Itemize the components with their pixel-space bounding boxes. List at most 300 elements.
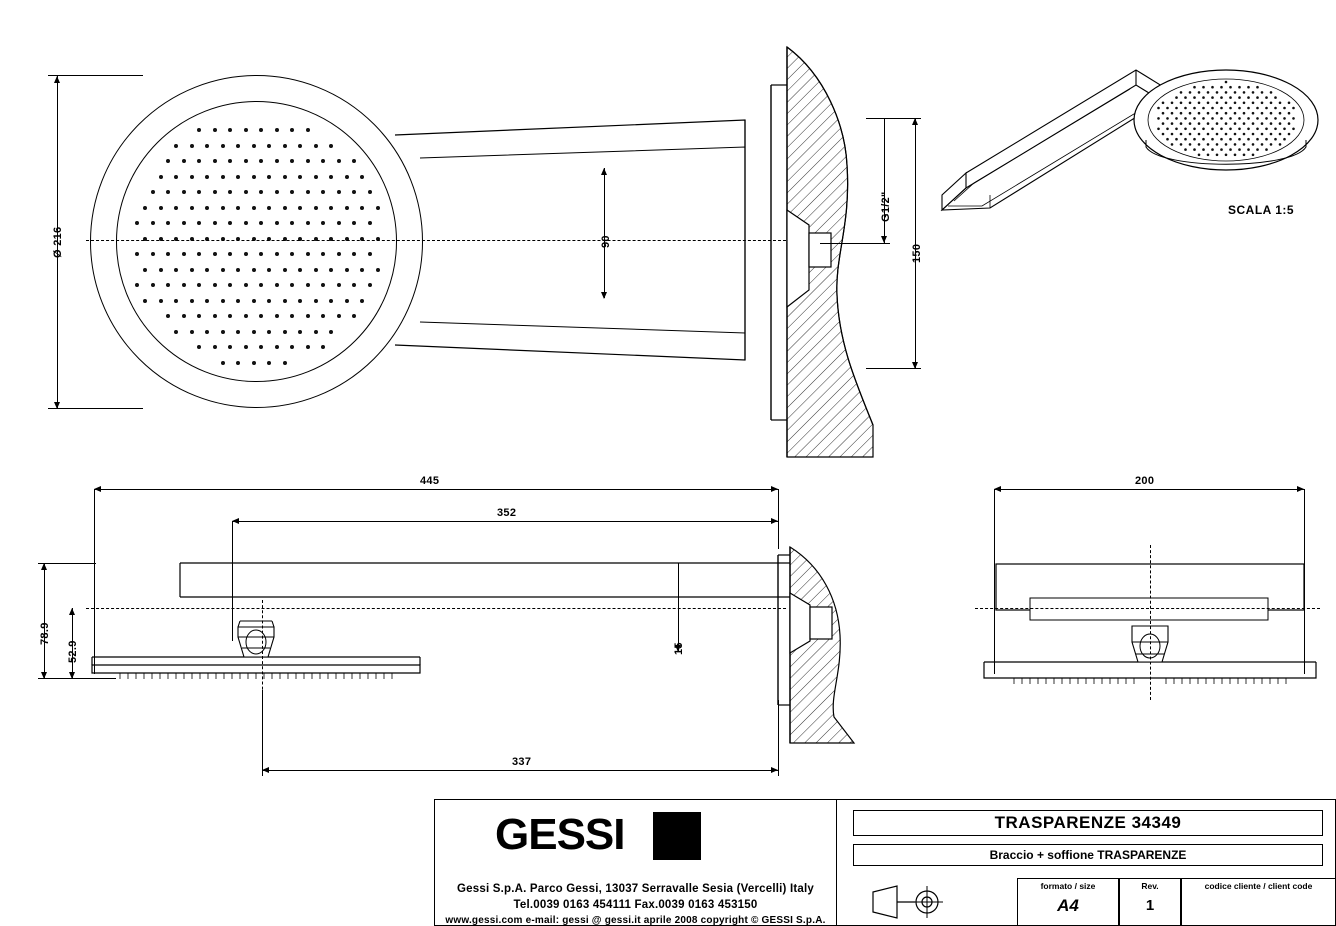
nozzle-dot bbox=[352, 314, 356, 318]
nozzle-dot bbox=[1261, 133, 1264, 136]
nozzle-dot bbox=[190, 175, 194, 179]
nozzle-dot bbox=[267, 330, 271, 334]
nozzle-dot bbox=[205, 175, 209, 179]
nozzle-dot bbox=[197, 252, 201, 256]
nozzle-dot bbox=[197, 345, 201, 349]
nozzle-dot bbox=[1229, 117, 1232, 120]
nozzle-dot bbox=[1184, 128, 1187, 131]
nozzle-dot bbox=[1202, 96, 1205, 99]
nozzle-dot bbox=[143, 299, 147, 303]
nozzle-dot bbox=[1225, 91, 1228, 94]
nozzle-dot bbox=[1292, 107, 1295, 110]
nozzle-dot bbox=[159, 206, 163, 210]
nozzle-dot bbox=[197, 128, 201, 132]
nozzle-dot bbox=[182, 283, 186, 287]
nozzle-dot bbox=[151, 252, 155, 256]
nozzle-dot bbox=[275, 221, 279, 225]
nozzle-dot bbox=[298, 206, 302, 210]
nozzle-dot bbox=[275, 190, 279, 194]
nozzle-dot bbox=[1157, 128, 1160, 131]
nozzle-dot bbox=[283, 206, 287, 210]
nozzle-dot bbox=[1216, 143, 1219, 146]
nozzle-dot bbox=[135, 283, 139, 287]
nozzle-dot bbox=[1252, 102, 1255, 105]
nozzle-dot bbox=[1252, 143, 1255, 146]
nozzle-dot bbox=[1216, 122, 1219, 125]
nozzle-dot bbox=[290, 283, 294, 287]
nozzle-dot bbox=[252, 361, 256, 365]
nozzle-dot bbox=[368, 190, 372, 194]
nozzle-dot bbox=[228, 221, 232, 225]
nozzle-dot bbox=[1180, 133, 1183, 136]
nozzle-dot bbox=[135, 221, 139, 225]
nozzle-dot bbox=[337, 159, 341, 163]
nozzle-dot bbox=[1198, 91, 1201, 94]
nozzle-dot bbox=[259, 283, 263, 287]
nozzle-dot bbox=[1234, 102, 1237, 105]
nozzle-dot bbox=[259, 128, 263, 132]
nozzle-dot bbox=[1265, 128, 1268, 131]
nozzle-dot bbox=[352, 221, 356, 225]
nozzle-dot bbox=[1202, 128, 1205, 131]
nozzle-dot bbox=[221, 175, 225, 179]
nozzle-dot bbox=[1211, 86, 1214, 89]
nozzle-dot bbox=[321, 314, 325, 318]
nozzle-dot bbox=[1184, 117, 1187, 120]
field-rev bbox=[1119, 878, 1181, 926]
nozzle-dot bbox=[197, 159, 201, 163]
nozzle-dot bbox=[1207, 102, 1210, 105]
dim-arrow-down bbox=[601, 292, 607, 299]
dim-789-line bbox=[44, 563, 45, 678]
nozzle-dot bbox=[1238, 86, 1241, 89]
nozzle-dot bbox=[1279, 143, 1282, 146]
nozzle-dot bbox=[244, 221, 248, 225]
nozzle-dot bbox=[1180, 91, 1183, 94]
nozzle-dot bbox=[1279, 122, 1282, 125]
dim-352-line bbox=[232, 521, 778, 522]
nozzle-dot bbox=[1274, 96, 1277, 99]
nozzle-dot bbox=[1162, 122, 1165, 125]
nozzle-dot bbox=[1243, 133, 1246, 136]
first-angle-projection-icon bbox=[853, 878, 1013, 926]
nozzle-dot bbox=[1216, 91, 1219, 94]
nozzle-dot bbox=[1202, 117, 1205, 120]
nozzle-dot bbox=[376, 206, 380, 210]
nozzle-dot bbox=[1252, 133, 1255, 136]
nozzle-dot bbox=[1261, 112, 1264, 115]
nozzle-dot bbox=[1162, 102, 1165, 105]
nozzle-dot bbox=[213, 190, 217, 194]
logo-square-mark bbox=[653, 812, 701, 860]
dim-arrow-left bbox=[94, 486, 101, 492]
dim-arrow-right bbox=[771, 767, 778, 773]
nozzle-dot bbox=[166, 190, 170, 194]
nozzle-dot bbox=[1234, 133, 1237, 136]
drawing-subtitle: Braccio + soffione TRASPARENZE bbox=[853, 844, 1323, 866]
nozzle-dot bbox=[252, 206, 256, 210]
dim-head-offset: 52.9 bbox=[67, 640, 79, 663]
nozzle-dot bbox=[1162, 112, 1165, 115]
nozzle-dot bbox=[197, 221, 201, 225]
nozzle-dot bbox=[306, 159, 310, 163]
nozzle-dot bbox=[1265, 138, 1268, 141]
dim-arrow-up bbox=[912, 118, 918, 125]
nozzle-dot bbox=[1252, 91, 1255, 94]
dim-arrow-down bbox=[69, 672, 75, 679]
nozzle-dot bbox=[321, 190, 325, 194]
nozzle-dot bbox=[1274, 117, 1277, 120]
nozzle-dot bbox=[1247, 138, 1250, 141]
nozzle-dot bbox=[337, 221, 341, 225]
nozzle-dot bbox=[1225, 133, 1228, 136]
nozzle-dot bbox=[1238, 128, 1241, 131]
nozzle-dot bbox=[1229, 128, 1232, 131]
nozzle-dot bbox=[368, 283, 372, 287]
nozzle-dot bbox=[1207, 143, 1210, 146]
nozzle-dot bbox=[1234, 91, 1237, 94]
nozzle-dot bbox=[352, 159, 356, 163]
nozzle-dot bbox=[306, 190, 310, 194]
nozzle-dot bbox=[345, 268, 349, 272]
nozzle-dot bbox=[1175, 107, 1178, 110]
nozzle-dot bbox=[197, 283, 201, 287]
dim-head-length: 337 bbox=[512, 756, 532, 768]
nozzle-dot bbox=[290, 221, 294, 225]
nozzle-dot bbox=[1238, 117, 1241, 120]
nozzle-dot bbox=[298, 175, 302, 179]
shower-arm-side-view bbox=[90, 545, 790, 690]
dim-arrow-left bbox=[262, 767, 269, 773]
nozzle-dot bbox=[1180, 122, 1183, 125]
nozzle-dot bbox=[1270, 143, 1273, 146]
nozzle-dot bbox=[275, 283, 279, 287]
nozzle-dot bbox=[1229, 148, 1232, 151]
nozzle-dot bbox=[314, 268, 318, 272]
end-view-centerline-h bbox=[975, 608, 1320, 609]
nozzle-dot bbox=[345, 206, 349, 210]
nozzle-dot bbox=[205, 330, 209, 334]
nozzle-dot bbox=[1166, 138, 1169, 141]
nozzle-dot bbox=[1243, 112, 1246, 115]
nozzle-dot bbox=[1243, 143, 1246, 146]
nozzle-dot bbox=[1189, 102, 1192, 105]
nozzle-dot bbox=[306, 128, 310, 132]
nozzle-dot bbox=[1274, 107, 1277, 110]
nozzle-dot bbox=[228, 159, 232, 163]
nozzle-dot bbox=[1175, 96, 1178, 99]
nozzle-dot bbox=[1166, 128, 1169, 131]
nozzle-dot bbox=[1184, 96, 1187, 99]
dim-arm-length: 352 bbox=[497, 507, 517, 519]
nozzle-dot bbox=[275, 314, 279, 318]
dim-diameter-head: Ø 216 bbox=[52, 226, 64, 258]
nozzle-dot bbox=[190, 206, 194, 210]
nozzle-dot bbox=[1193, 117, 1196, 120]
nozzle-dot bbox=[1198, 133, 1201, 136]
company-address-line3: www.gessi.com e-mail: gessi @ gessi.it aprile 2008 copyright © GESSI S.p.A. bbox=[445, 915, 826, 926]
title-block bbox=[434, 799, 1336, 926]
nozzle-dot bbox=[290, 345, 294, 349]
dim-337-line bbox=[262, 770, 778, 771]
nozzle-dot bbox=[166, 159, 170, 163]
nozzle-dot bbox=[213, 221, 217, 225]
nozzle-dot bbox=[221, 144, 225, 148]
nozzle-dot bbox=[298, 268, 302, 272]
nozzle-dot bbox=[1193, 138, 1196, 141]
nozzle-dot bbox=[267, 206, 271, 210]
nozzle-dot bbox=[1238, 148, 1241, 151]
nozzle-dot bbox=[213, 252, 217, 256]
dim-thread-ext bbox=[820, 243, 890, 244]
nozzle-dot bbox=[1265, 117, 1268, 120]
nozzle-dot bbox=[213, 159, 217, 163]
nozzle-dot bbox=[205, 144, 209, 148]
nozzle-dot bbox=[221, 299, 225, 303]
nozzle-dot bbox=[329, 268, 333, 272]
nozzle-dot bbox=[1207, 133, 1210, 136]
nozzle-dot bbox=[314, 206, 318, 210]
nozzle-dot bbox=[1243, 102, 1246, 105]
nozzle-dot bbox=[321, 159, 325, 163]
nozzle-dot bbox=[1171, 112, 1174, 115]
nozzle-dot bbox=[205, 206, 209, 210]
nozzle-dot bbox=[1229, 96, 1232, 99]
nozzle-dot bbox=[1198, 154, 1201, 157]
nozzle-dot bbox=[1270, 112, 1273, 115]
nozzle-dot bbox=[174, 144, 178, 148]
nozzle-dot bbox=[252, 175, 256, 179]
nozzle-dot bbox=[244, 314, 248, 318]
nozzle-dot bbox=[1256, 96, 1259, 99]
nozzle-dot bbox=[314, 299, 318, 303]
nozzle-dot bbox=[1162, 133, 1165, 136]
nozzle-dot bbox=[1207, 91, 1210, 94]
nozzle-dot bbox=[159, 268, 163, 272]
nozzle-dot bbox=[166, 283, 170, 287]
nozzle-dot bbox=[244, 190, 248, 194]
nozzle-dot bbox=[1184, 138, 1187, 141]
nozzle-dot bbox=[1189, 91, 1192, 94]
nozzle-dot bbox=[166, 314, 170, 318]
nozzle-dot bbox=[1193, 148, 1196, 151]
nozzle-dot bbox=[352, 190, 356, 194]
nozzle-dot bbox=[360, 299, 364, 303]
nozzle-dot bbox=[267, 144, 271, 148]
nozzle-dot bbox=[205, 299, 209, 303]
nozzle-dot bbox=[1198, 143, 1201, 146]
nozzle-dot bbox=[1265, 148, 1268, 151]
nozzle-dot bbox=[1288, 112, 1291, 115]
nozzle-dot bbox=[1171, 143, 1174, 146]
nozzle-dot bbox=[1252, 122, 1255, 125]
nozzle-dot bbox=[329, 206, 333, 210]
nozzle-dot bbox=[1225, 143, 1228, 146]
field-format bbox=[1017, 878, 1119, 926]
nozzle-dot bbox=[182, 314, 186, 318]
nozzle-dot bbox=[1202, 148, 1205, 151]
nozzle-dot bbox=[321, 221, 325, 225]
nozzle-dot bbox=[1261, 122, 1264, 125]
dim-337-ext-right bbox=[778, 700, 779, 776]
dim-789-ext-bottom bbox=[38, 678, 116, 679]
nozzle-dot bbox=[1238, 138, 1241, 141]
nozzle-dot bbox=[190, 330, 194, 334]
company-address-line2: Tel.0039 0163 454111 Fax.0039 0163 453150 bbox=[513, 899, 758, 911]
nozzle-dot bbox=[1288, 102, 1291, 105]
nozzle-dot bbox=[1220, 96, 1223, 99]
nozzle-dot bbox=[228, 283, 232, 287]
nozzle-dot bbox=[1198, 102, 1201, 105]
dim-445-line bbox=[94, 489, 778, 490]
nozzle-dot bbox=[244, 283, 248, 287]
dim-ext-line-bottom bbox=[48, 408, 143, 409]
nozzle-dot bbox=[1166, 107, 1169, 110]
nozzle-dot bbox=[244, 128, 248, 132]
nozzle-dot bbox=[1216, 112, 1219, 115]
nozzle-dot bbox=[236, 175, 240, 179]
nozzle-dot bbox=[290, 128, 294, 132]
nozzle-dot bbox=[1279, 102, 1282, 105]
nozzle-dot bbox=[1216, 154, 1219, 157]
nozzle-dot bbox=[1157, 107, 1160, 110]
nozzle-dot bbox=[151, 221, 155, 225]
nozzle-dot bbox=[275, 128, 279, 132]
nozzle-dot bbox=[1184, 148, 1187, 151]
nozzle-dot bbox=[190, 299, 194, 303]
nozzle-dot bbox=[1256, 148, 1259, 151]
nozzle-dot bbox=[1247, 86, 1250, 89]
nozzle-dot bbox=[213, 314, 217, 318]
nozzle-dot bbox=[213, 345, 217, 349]
nozzle-dot bbox=[306, 283, 310, 287]
nozzle-dot bbox=[275, 252, 279, 256]
nozzle-dot bbox=[252, 268, 256, 272]
field-format-label: formato / size bbox=[1040, 881, 1096, 891]
nozzle-dot bbox=[236, 330, 240, 334]
nozzle-dot bbox=[143, 268, 147, 272]
nozzle-dot bbox=[1189, 133, 1192, 136]
nozzle-dot bbox=[1265, 96, 1268, 99]
dim-arrow-right bbox=[771, 518, 778, 524]
nozzle-dot bbox=[174, 299, 178, 303]
nozzle-dot bbox=[228, 252, 232, 256]
nozzle-dot bbox=[197, 314, 201, 318]
nozzle-dot bbox=[345, 175, 349, 179]
nozzle-dot bbox=[321, 252, 325, 256]
nozzle-dot bbox=[1193, 128, 1196, 131]
side-view-centerline bbox=[86, 608, 786, 609]
dim-arrow-up bbox=[69, 608, 75, 615]
nozzle-dot bbox=[252, 144, 256, 148]
nozzle-dot bbox=[1175, 117, 1178, 120]
nozzle-dot bbox=[1247, 107, 1250, 110]
nozzle-dot bbox=[166, 252, 170, 256]
nozzle-dot bbox=[259, 221, 263, 225]
nozzle-dot bbox=[352, 252, 356, 256]
nozzle-dot bbox=[1216, 102, 1219, 105]
nozzle-dot bbox=[221, 206, 225, 210]
nozzle-dot bbox=[236, 361, 240, 365]
nozzle-dot bbox=[1225, 102, 1228, 105]
nozzle-dot bbox=[1180, 112, 1183, 115]
nozzle-dot bbox=[1220, 117, 1223, 120]
dim-thread-line bbox=[884, 118, 885, 243]
nozzle-dot bbox=[1220, 148, 1223, 151]
nozzle-dot bbox=[1274, 138, 1277, 141]
nozzle-dot bbox=[1207, 154, 1210, 157]
nozzle-dot bbox=[321, 345, 325, 349]
nozzle-dot bbox=[290, 314, 294, 318]
nozzle-dot bbox=[259, 314, 263, 318]
nozzle-dot bbox=[329, 175, 333, 179]
dim-arrow-up bbox=[41, 563, 47, 570]
dim-15-line bbox=[678, 563, 679, 651]
nozzle-dot bbox=[151, 283, 155, 287]
nozzle-dot bbox=[1171, 122, 1174, 125]
nozzle-dot bbox=[244, 159, 248, 163]
nozzle-dot bbox=[337, 283, 341, 287]
nozzle-dot bbox=[236, 206, 240, 210]
nozzle-dot bbox=[321, 283, 325, 287]
dim-wall-to-center-top: 90 bbox=[600, 235, 612, 248]
nozzle-dot bbox=[329, 330, 333, 334]
nozzle-dot bbox=[1234, 112, 1237, 115]
nozzle-dot bbox=[1184, 107, 1187, 110]
nozzle-dot bbox=[197, 190, 201, 194]
nozzle-dot bbox=[259, 252, 263, 256]
end-view-centerline-v bbox=[1150, 545, 1151, 700]
nozzle-dot bbox=[267, 361, 271, 365]
field-client-code-label: codice cliente / client code bbox=[1204, 881, 1313, 891]
nozzle-dot bbox=[221, 268, 225, 272]
nozzle-dot bbox=[360, 268, 364, 272]
nozzle-dot bbox=[1202, 86, 1205, 89]
nozzle-dot bbox=[1189, 112, 1192, 115]
nozzle-dot bbox=[314, 330, 318, 334]
nozzle-dot bbox=[1189, 122, 1192, 125]
nozzle-dot bbox=[290, 159, 294, 163]
nozzle-dot bbox=[1243, 91, 1246, 94]
nozzle-dot bbox=[1198, 112, 1201, 115]
nozzle-dot bbox=[1211, 138, 1214, 141]
nozzle-dot bbox=[1270, 122, 1273, 125]
nozzle-dot bbox=[275, 159, 279, 163]
nozzle-dot bbox=[1166, 117, 1169, 120]
dim-789-ext-top bbox=[38, 563, 96, 564]
nozzle-dot bbox=[1247, 148, 1250, 151]
nozzle-dot bbox=[1238, 96, 1241, 99]
title-block-divider bbox=[836, 800, 837, 925]
nozzle-dot bbox=[1243, 122, 1246, 125]
nozzle-dot bbox=[1220, 128, 1223, 131]
nozzle-dot bbox=[166, 221, 170, 225]
nozzle-dot bbox=[1207, 122, 1210, 125]
nozzle-dot bbox=[1292, 128, 1295, 131]
nozzle-dot bbox=[337, 314, 341, 318]
nozzle-dot bbox=[228, 314, 232, 318]
nozzle-dot bbox=[159, 175, 163, 179]
nozzle-dot bbox=[283, 299, 287, 303]
dim-200-line bbox=[994, 489, 1304, 490]
nozzle-dot bbox=[337, 252, 341, 256]
nozzle-dot bbox=[1234, 143, 1237, 146]
nozzle-dot bbox=[1229, 86, 1232, 89]
nozzle-dot bbox=[376, 268, 380, 272]
nozzle-dot bbox=[174, 268, 178, 272]
nozzle-dot bbox=[1256, 107, 1259, 110]
nozzle-dot-field bbox=[90, 75, 423, 408]
